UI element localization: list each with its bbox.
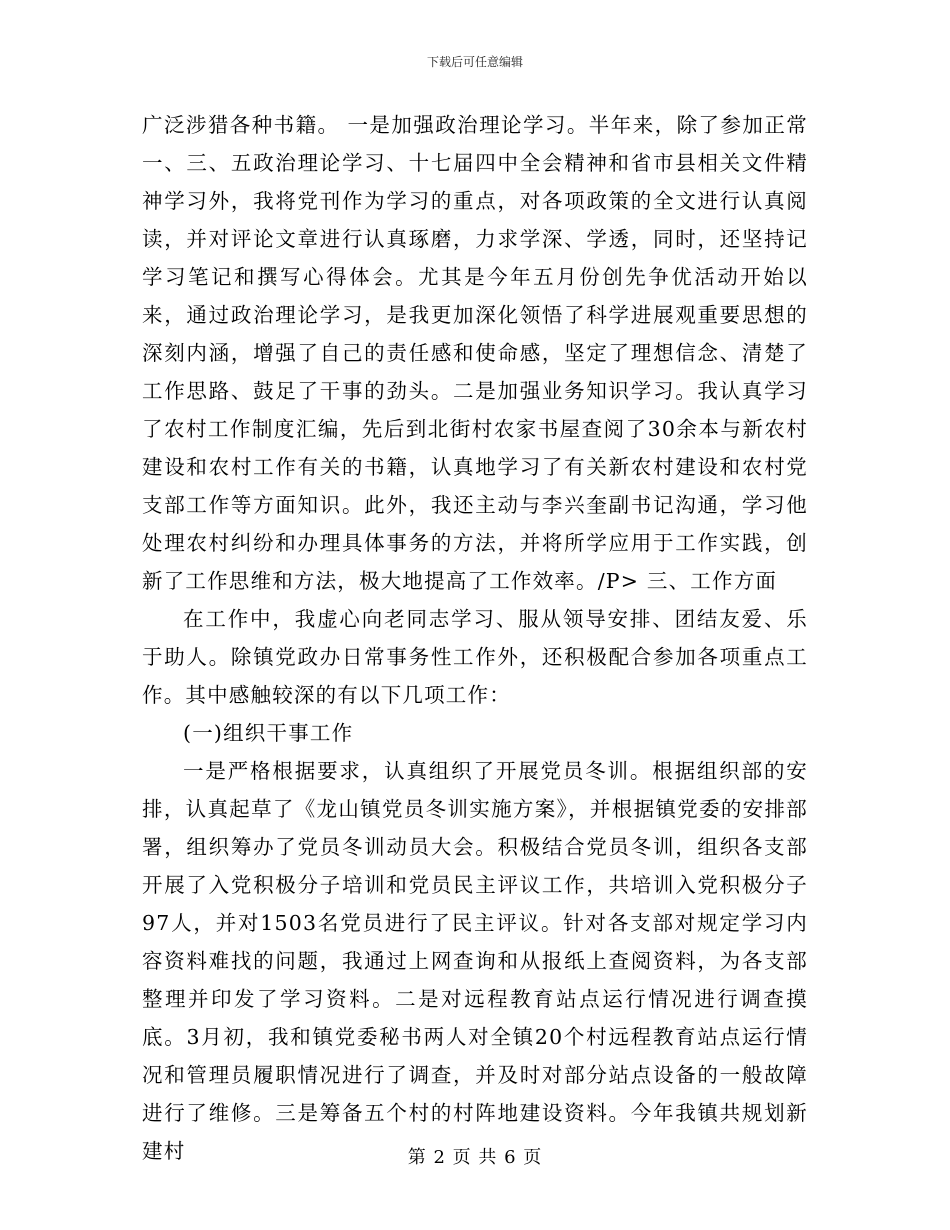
paragraph-organization-work: 一是严格根据要求，认真组织了开展党员冬训。根据组织部的安排，认真起草了《龙山镇党员冬训实施方案》，并根据镇党委的安排部署，组织筹办了党员冬训动员大会。积极结合党员冬训，组织各支部开展了入党积极分子培训和党员民主评议工作，共培训入党积极分子97人，并对1503名党员进行了民主评议。针对各支部对规定学习内容资料难找的问题，我通过上网查询和从报纸上查阅资料，为各支部整理并印发了学习资料。二是对远程教育站点运行情况进行调查摸底。3月初，我和镇党委秘书两人对全镇20个村远程教育站点运行情况和管理员履职情况进行了调查，并及时对部分站点设备的一般故障进行了维修。三是筹备五个村的村阵地建设资料。今年我镇共规划新建村 [142,759,808,1163]
paragraph-study: 广泛涉猎各种书籍。 一是加强政治理论学习。半年来，除了参加正常一、三、五政治理论学习、十七届四中全会精神和省市县相关文件精神学习外，我将党刊作为学习的重点，对各项政策的全文进行认真阅读，并对评论文章进行认真琢磨，力求学深、学透，同时，还坚持记学习笔记和撰写心得体会。尤其是今年五月份创先争优活动开始以来，通过政治理论学习，是我更加深化领悟了科学进展观重要思想的深刻内涵，增强了自己的责任感和使命感，坚定了理想信念、清楚了工作思路、鼓足了干事的劲头。二是加强业务知识学习。我认真学习了农村工作制度汇编，先后到北街村农家书屋查阅了30余本与新农村建设和农村工作有关的书籍，认真地学习了有关新农村建设和农村党支部工作等方面知识。此外，我还主动与李兴奎副书记沟通，学习他处理农村纠纷和办理具体事务的方法，并将所学应用于工作实践，创新了工作思维和方法，极大地提高了工作效率。/P> 三、工作方面 [142,113,808,593]
header-note: 下载后可任意编辑 [426,55,523,69]
section-heading-organization: (一)组织干事工作 [183,721,354,745]
page-number: 第 2 页 共 6 页 [407,1147,543,1168]
paragraph-work-intro: 在工作中，我虚心向老同志学习、服从领导安排、团结友爱、乐于助人。除镇党政办日常事务性工作外，还积极配合参加各项重点工作。其中感触较深的有以下几项工作： [142,607,808,707]
document-body [142,106,808,1170]
